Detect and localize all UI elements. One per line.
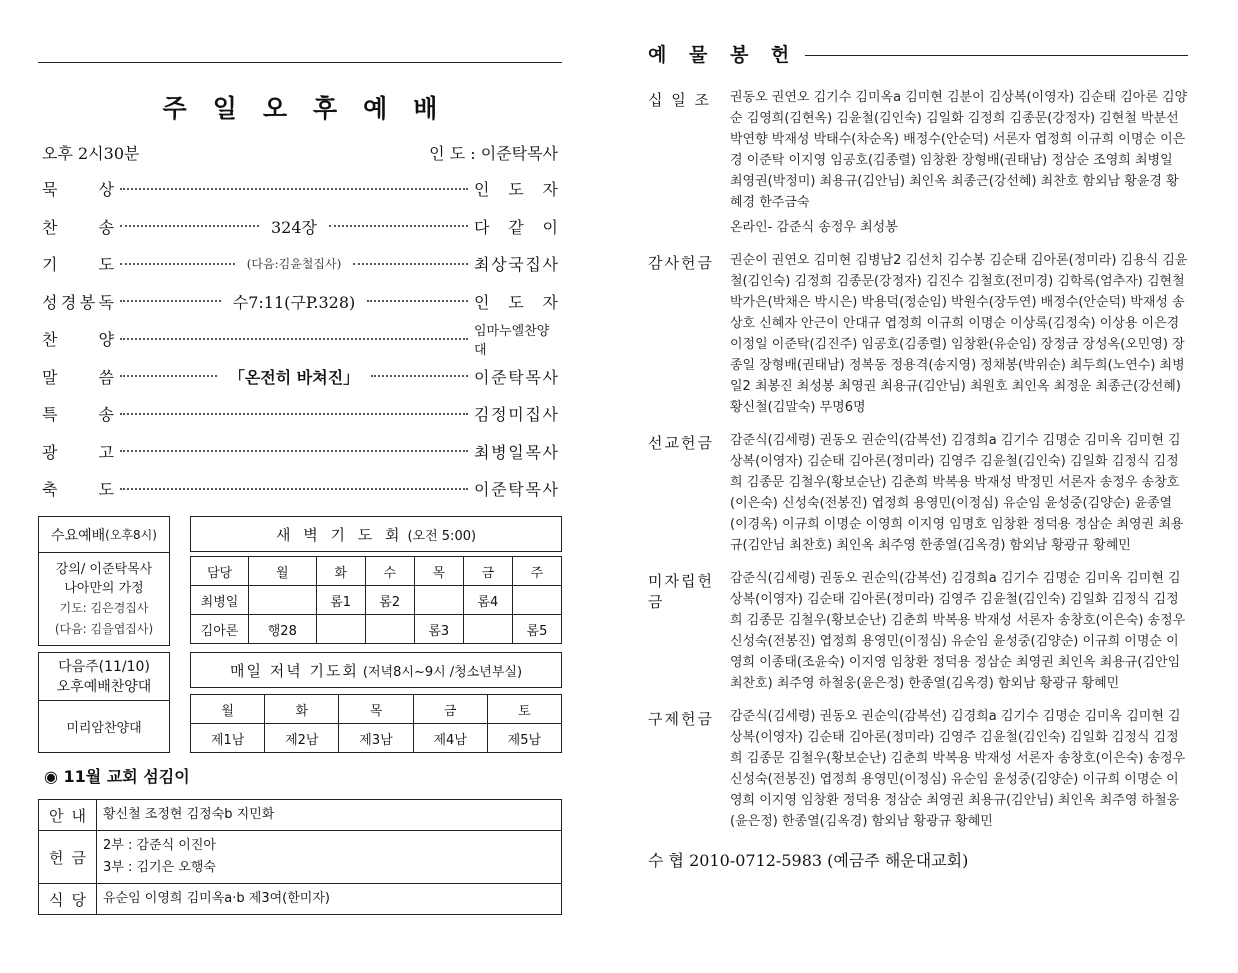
- offering-section: [648, 87, 1188, 238]
- order-person: [474, 215, 558, 238]
- dawn-header-cell: 수: [365, 557, 414, 586]
- dawn-prayer-table: [190, 556, 562, 644]
- order-person-char: 최: [474, 255, 490, 275]
- servers-key: 안내: [39, 800, 97, 831]
- evening-prayer-table: [190, 694, 562, 753]
- wednesday-lecture: 강의/ 이준탁목사: [55, 562, 153, 577]
- evening-title: 매일 저녁 기도회: [229, 661, 359, 680]
- dawn-row: [191, 615, 562, 644]
- order-label-char: 특: [42, 405, 58, 425]
- support-account: 수 협 2010-0712-5983 (예금주 해운대교회): [648, 851, 969, 870]
- order-detail: (다음:김윤철집사): [246, 257, 342, 272]
- dotted-leader: [120, 263, 235, 265]
- servers-line: 3부 : 김기은 오행숙: [103, 860, 216, 875]
- dotted-leader: [329, 225, 468, 227]
- order-person-char: 병: [491, 442, 507, 462]
- offering-sections: [648, 87, 1188, 832]
- dawn-header-cell: 금: [463, 557, 512, 586]
- dotted-leader: [120, 413, 468, 415]
- evening-day-cell: 토: [487, 695, 561, 724]
- wednesday-time: (오후8시): [105, 528, 157, 542]
- next-week-header: [39, 653, 169, 701]
- evening-time: (저녁8시~9시 /청소년부실): [362, 664, 523, 680]
- order-label-char: 송: [98, 405, 114, 425]
- servers-row: [39, 884, 562, 915]
- order-label: [42, 290, 114, 313]
- dotted-leader: [120, 375, 217, 377]
- order-person-char: 도: [508, 180, 524, 200]
- dawn-passage-cell: 행28: [249, 615, 317, 644]
- dotted-leader: [367, 300, 468, 302]
- order-person: [474, 477, 558, 500]
- order-row: [38, 470, 562, 508]
- order-label-char: 송: [98, 217, 114, 237]
- evening-group-cell: 제5남: [487, 724, 561, 753]
- evening-group-cell: 제1남: [191, 724, 265, 753]
- offering-title-row: [648, 40, 1188, 67]
- dotted-leader: [120, 300, 221, 302]
- servers-line: 2부 : 감준식 이진아: [103, 838, 216, 853]
- next-week-date: 다음주(11/10): [58, 658, 150, 675]
- offering-names-text: 감준식(김세령) 권동오 권순익(감복선) 김경희a 김기수 김명순 김미옥 김미현 김상복(이영자) 김순태 김아론(정미라) 김영주 김윤철(김인숙) 김일화 김정식 김정희 김종문 김철우(황보순난) 김춘희 박복용 박재성 박정민 서론자 송정우 송창호(이은숙) 신성숙(전봉진) 엽정희 용영민(이정심) 유순임 윤성중(김양순) 윤종열(이경옥) 이규희 이명순 이영희 이지영 임명호 임창환 정덕용 정삼순 최영권 최용규(김안님 최찬호) 최인옥 최주영 한종열(김옥경) 함외남 황광규 황혜민: [730, 433, 1184, 553]
- order-person-char: 정: [491, 405, 507, 425]
- order-label-char: 말: [42, 367, 58, 387]
- order-label: [42, 177, 114, 200]
- dotted-leader: [120, 188, 468, 190]
- order-row: [38, 283, 562, 321]
- order-label-char: 상: [98, 180, 114, 200]
- dawn-row: [191, 586, 562, 615]
- dotted-leader: [353, 263, 468, 265]
- order-row: [38, 320, 562, 358]
- dawn-passage-cell: [414, 586, 463, 615]
- order-label-char: 씀: [98, 367, 114, 387]
- order-person-char: 자: [542, 180, 558, 200]
- order-label-char: 독: [98, 292, 114, 312]
- order-person-char: 집: [525, 405, 541, 425]
- dawn-passage-cell: [365, 615, 414, 644]
- order-person-char: 준: [491, 367, 507, 387]
- wednesday-header: [39, 517, 169, 553]
- order-label-char: 기: [42, 255, 58, 275]
- order-of-service: [38, 170, 562, 508]
- servers-row: [39, 831, 562, 884]
- order-label-char: 고: [98, 442, 114, 462]
- offering-type: 선교헌금: [648, 434, 714, 452]
- dawn-passage-cell: 롬4: [463, 586, 512, 615]
- dawn-leader-cell: 김아론: [191, 615, 249, 644]
- order-person: [474, 290, 558, 313]
- evening-days-row: [191, 695, 562, 724]
- dawn-header-cell: 담당: [191, 557, 249, 586]
- next-week-box: [38, 652, 170, 753]
- wednesday-title: 수요예배: [51, 527, 106, 544]
- dawn-passage-cell: 롬1: [316, 586, 365, 615]
- order-person-char: 최: [474, 442, 490, 462]
- servers-names: [97, 831, 562, 884]
- order-label-char: 광: [42, 442, 58, 462]
- evening-group-cell: 제4남: [413, 724, 487, 753]
- order-person-char: 인: [474, 180, 490, 200]
- order-person-char: 준: [491, 480, 507, 500]
- servers-names: [97, 884, 562, 915]
- order-label: [42, 327, 114, 350]
- dawn-header-cell: 화: [316, 557, 365, 586]
- order-row: [38, 433, 562, 471]
- evening-day-cell: 금: [413, 695, 487, 724]
- dotted-leader: [371, 375, 468, 377]
- order-person-char: 상: [491, 255, 507, 275]
- order-label-char: 도: [98, 480, 114, 500]
- order-detail: 수7:11(구P.328): [232, 292, 356, 312]
- order-person-char: 미: [508, 405, 524, 425]
- servers-key: 식당: [39, 884, 97, 915]
- order-person: 임마누엘찬양대: [474, 323, 550, 358]
- order-row: [38, 208, 562, 246]
- dawn-passage-cell: [512, 586, 561, 615]
- order-person: [474, 252, 558, 275]
- order-row: [38, 395, 562, 433]
- order-person-char: 목: [525, 480, 541, 500]
- order-person-char: 이: [542, 217, 558, 237]
- service-leader: 인 도 : 이준탁목사: [429, 144, 558, 163]
- order-person-char: 사: [542, 405, 558, 425]
- order-person-char: 다: [474, 217, 490, 237]
- title-divider: [805, 55, 1188, 56]
- dawn-header-cell: 주: [512, 557, 561, 586]
- order-person-char: 목: [525, 367, 541, 387]
- servers-line: 유순임 이영희 김미옥a·b 제3여(한미자): [103, 891, 330, 906]
- order-person-char: 사: [542, 255, 558, 275]
- evening-day-cell: 월: [191, 695, 265, 724]
- wednesday-body: [39, 553, 169, 640]
- servers-table: [38, 799, 562, 915]
- order-label: [42, 252, 114, 275]
- offering-type: 십 일 조: [648, 91, 712, 109]
- order-person-char: 국: [508, 255, 524, 275]
- dawn-passage-cell: [249, 586, 317, 615]
- servers-title: ◉ 11월 교회 섬김이: [44, 767, 190, 786]
- order-label-char: 양: [98, 330, 114, 350]
- order-label-char: 성: [42, 292, 58, 312]
- dawn-passage-cell: [316, 615, 365, 644]
- right-page: [648, 40, 1188, 871]
- order-person-char: 도: [508, 292, 524, 312]
- order-row: [38, 245, 562, 283]
- order-person: [474, 402, 558, 425]
- order-label-char: 찬: [42, 330, 58, 350]
- dawn-time: (오전 5:00): [407, 528, 477, 544]
- offering-names: [730, 430, 1188, 556]
- order-person-char: 사: [542, 442, 558, 462]
- evening-group-cell: 제2남: [265, 724, 339, 753]
- order-detail: 「온전히 바쳐진」: [228, 367, 360, 387]
- wednesday-topic: 나아만의 가정: [64, 581, 144, 596]
- order-label: [42, 477, 114, 500]
- dawn-passage-cell: 롬5: [512, 615, 561, 644]
- offering-section: [648, 706, 1188, 832]
- servers-names: [97, 800, 562, 831]
- dotted-leader: [120, 338, 468, 340]
- offering-names-text: 권순이 권연오 김미현 김병남2 김선치 김수봉 김순태 김아론(정미라) 김용식 김윤철(김인숙) 김정희 김종문(강정자) 김진수 김철호(전미경) 김학록(엄추자) 김현철 박가은(박채은 박시은) 박용덕(정순임) 박원수(장두연) 배정수(안순덕) 박재성 송상호 신혜자 안근이 안대규 엽정희 이규희 이명순 이상록(김정숙) 이상용 이은경 이정일 이준탁(김진주) 임공호(김종렬) 임창환(유순임) 장정금 장성옥(오민영) 장종일 장형배(권태남) 정복동 정용격(송지영) 정채봉(박위순) 최두희(노연수) 최병일2 최봉진 최성봉 최영권 최용규(김안님) 최원호 최인옥 최정운 최종근(강선혜) 황신철(김말숙) 무명6명: [730, 253, 1188, 415]
- servers-row: [39, 800, 562, 831]
- order-person-char: 인: [474, 292, 490, 312]
- order-label-char: 봉: [79, 292, 96, 312]
- order-label-char: 축: [42, 480, 58, 500]
- offering-names: [730, 250, 1188, 418]
- order-label-char: 경: [60, 292, 77, 312]
- servers-key: 헌금: [39, 831, 97, 884]
- evening-day-cell: 화: [265, 695, 339, 724]
- offering-names: [730, 87, 1188, 238]
- order-person-char: 탁: [508, 480, 524, 500]
- order-label-char: 도: [98, 255, 114, 275]
- offering-names-text: 감준식(김세령) 권동오 권순익(감복선) 김경희a 김기수 김명순 김미옥 김미현 김상복(이영자) 김순태 김아론(정미라) 김영주 김윤철(김인숙) 김일화 김정식 김정희 김종문 김철우(황보순난) 김춘희 박복용 박재성 서론자 송창호(이은숙) 송정우 신성숙(전봉진) 엽정희 용영민(이정심) 유순임 윤성중(김양순) 이규희 이명순 이영희 이종태(조윤숙) 이지영 임창환 정덕용 정삼순 최영권 최인옥 최용규(김안임 최찬호) 최주영 하철웅(윤은정) 한종열(김옥경) 함외남 황광규 황혜민: [730, 571, 1186, 691]
- offering-names-text: 권동오 권연오 김기수 김미옥a 김미현 김분이 김상복(이영자) 김순태 김아론 김양순 김영희(김현옥) 김윤철(김인숙) 김일화 김정희 김종문(강정자) 김현철 박분선 박연향 박재성 박태수(차순옥) 배정수(안순덕) 서론자 엽정희 이규희 이명순 이은경 이준탁 이지영 임공호(김종렬) 임창환 장형배(권태남) 정삼순 조영희 최병일 최영권(박정미) 최용규(김안님) 최인옥 최종근(강선혜) 최찬호 함외남 황윤경 황혜경 한주금숙: [730, 90, 1188, 210]
- wednesday-next-prayer: (다음: 김을엽집사): [54, 622, 154, 636]
- dotted-leader: [120, 225, 259, 227]
- order-detail: 324장: [271, 217, 317, 237]
- service-time: 오후 2시30분: [42, 144, 140, 163]
- order-person-char: 목: [525, 442, 541, 462]
- servers-line: 황신철 조정현 김정숙b 지민화: [103, 807, 275, 822]
- offering-section: [648, 250, 1188, 418]
- wednesday-box: [38, 516, 170, 646]
- offering-names: [730, 568, 1188, 694]
- offering-names: [730, 706, 1188, 832]
- next-week-choir: 미리암찬양대: [66, 721, 142, 736]
- offering-type: 미자립헌금: [648, 572, 714, 611]
- order-person-char: 사: [542, 367, 558, 387]
- order-row: [38, 170, 562, 208]
- evening-groups-row: [191, 724, 562, 753]
- dawn-passage-cell: 롬3: [414, 615, 463, 644]
- dawn-header-cell: 목: [414, 557, 463, 586]
- offering-type: 감사헌금: [648, 254, 714, 272]
- order-label-char: 묵: [42, 180, 58, 200]
- order-person-char: 탁: [508, 367, 524, 387]
- dawn-leader-cell: 최병일: [191, 586, 249, 615]
- left-page: [38, 62, 562, 508]
- order-person: [474, 177, 558, 200]
- evening-prayer-header: [190, 652, 562, 688]
- order-person-char: 사: [542, 480, 558, 500]
- order-person-char: 같: [508, 217, 524, 237]
- order-person-char: 이: [474, 480, 490, 500]
- dawn-passage-cell: 롬2: [365, 586, 414, 615]
- order-row: [38, 358, 562, 396]
- order-person-char: 김: [474, 405, 490, 425]
- dawn-passage-cell: [463, 615, 512, 644]
- order-label: [42, 365, 114, 388]
- dotted-leader: [120, 450, 468, 452]
- next-week-label: 오후예배찬양대: [56, 678, 152, 695]
- page-title: 주일오후예배: [162, 94, 464, 123]
- dawn-header-cell: 월: [249, 557, 317, 586]
- order-label-char: 찬: [42, 217, 58, 237]
- order-person: [474, 440, 558, 463]
- order-person-char: 일: [508, 442, 524, 462]
- evening-day-cell: 목: [339, 695, 413, 724]
- wednesday-prayer: 기도: 김은경집사: [59, 601, 149, 615]
- online-offering: 온라인- 감준식 송정우 최성봉: [730, 220, 898, 235]
- time-row: [38, 141, 562, 164]
- offering-names-text: 감준식(김세령) 권동오 권순익(감복선) 김경희a 김기수 김명순 김미옥 김미현 김상복(이영자) 김순태 김아론(정미라) 김영주 김윤철(김인숙) 김일화 김정식 김정희 김종문 김철우(황보순난) 김춘희 박복용 박재성 서론자 송창호(이은숙) 송정우 신성숙(전봉진) 엽정희 용영민(이정심) 유순임 윤성중(김양순) 이규희 이명순 이영희 이지영 임창환 정덕용 정삼순 최영권 최용규(김안님) 최인옥 최주영 하철웅(윤은정) 한종열(김옥경) 함외남 황광규 황혜민: [730, 709, 1186, 829]
- dawn-header-row: [191, 557, 562, 586]
- dawn-title: 새 벽 기 도 회: [275, 525, 404, 544]
- dawn-prayer-header: [190, 516, 562, 552]
- evening-group-cell: 제3남: [339, 724, 413, 753]
- order-person-char: 자: [542, 292, 559, 312]
- offering-type: 구제헌금: [648, 710, 714, 728]
- order-label: [42, 440, 114, 463]
- order-person-char: 집: [525, 255, 541, 275]
- dotted-leader: [120, 488, 468, 490]
- top-divider: [38, 62, 562, 63]
- offering-section: [648, 568, 1188, 694]
- order-person-char: 이: [474, 367, 490, 387]
- offering-title: 예 물 봉 헌: [648, 44, 798, 66]
- order-label: [42, 215, 114, 238]
- order-label: [42, 402, 114, 425]
- order-person: [474, 365, 558, 388]
- offering-section: [648, 430, 1188, 556]
